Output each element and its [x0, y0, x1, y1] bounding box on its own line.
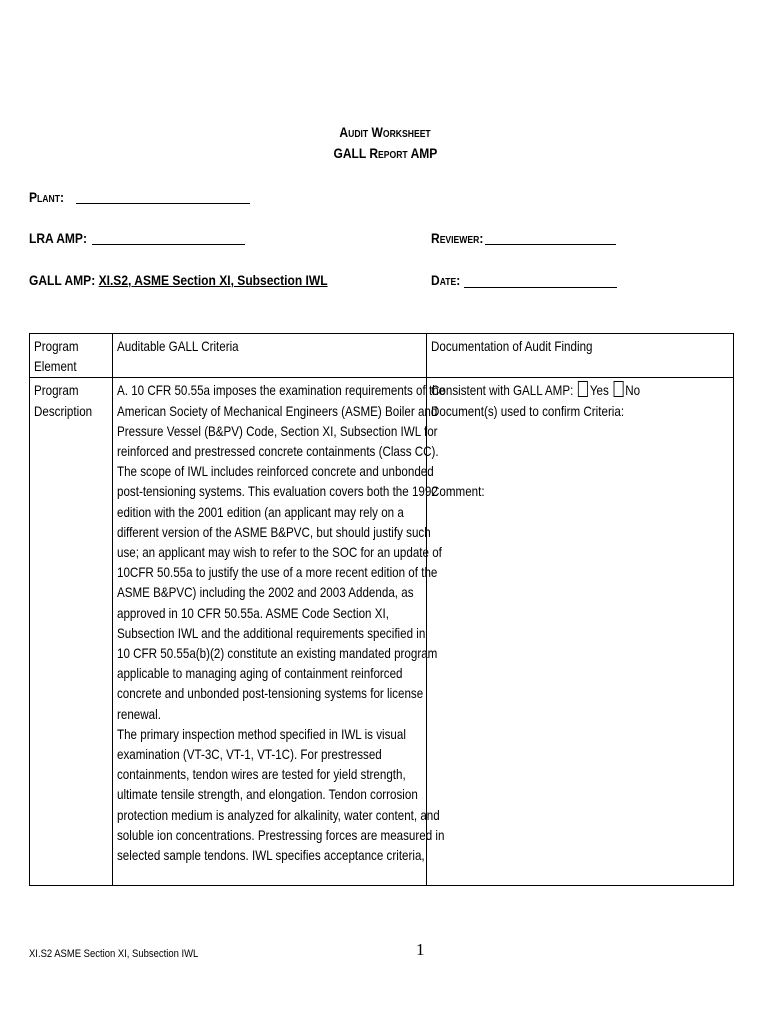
program-element-cell: Program Description — [30, 378, 113, 886]
title-line-1: Audit Worksheet — [339, 124, 431, 140]
criteria-line: edition with the 2001 edition (an applicant may rely on a — [117, 503, 404, 520]
criteria-line: reinforced and prestressed concrete containments (Class CC). — [117, 443, 439, 460]
criteria-line: examination (VT-3C, VT-1, VT-1C). For prestressed — [117, 746, 382, 763]
plant-label: Plant: — [29, 189, 64, 205]
reviewer-field[interactable] — [485, 244, 616, 245]
date-label: Date: — [431, 272, 461, 288]
audit-table — [29, 333, 734, 886]
criteria-line: concrete and unbonded post-tensioning systems for license — [117, 685, 424, 702]
comment-label: Comment: — [431, 482, 485, 499]
gall-amp-row — [29, 272, 376, 288]
date-field[interactable] — [464, 287, 617, 288]
criteria-line: renewal. — [117, 705, 161, 722]
header-documentation: Documentation of Audit Finding — [427, 334, 734, 378]
criteria-line: Subsection IWL and the additional requirements specified in — [117, 624, 426, 641]
documents-label: Document(s) used to confirm Criteria: — [431, 402, 625, 419]
header-program-element: Program Element — [30, 334, 113, 378]
criteria-line: 10CFR 50.55a to justify the use of a more recent edition of the — [117, 564, 438, 581]
worksheet-subtitle — [0, 145, 770, 161]
title-line-2: GALL Report AMP — [333, 145, 437, 161]
criteria-line: A. 10 CFR 50.55a imposes the examination requirements of the — [117, 382, 446, 399]
criteria-cell — [113, 378, 446, 886]
consistent-row — [431, 380, 729, 400]
yes-checkbox[interactable] — [578, 381, 588, 397]
lra-amp-field[interactable] — [92, 244, 245, 245]
criteria-line: The scope of IWL includes reinforced concrete and unbonded — [117, 463, 434, 480]
plant-field[interactable] — [76, 203, 250, 204]
consistent-label: Consistent with GALL AMP: — [431, 382, 574, 399]
criteria-line: The primary inspection method specified in IWL is visual — [117, 725, 406, 742]
lra-amp-label: LRA AMP: — [29, 230, 87, 246]
page-number: 1 — [416, 940, 425, 959]
criteria-line: soluble ion concentrations. Prestressing forces are measured in — [117, 826, 445, 843]
documentation-cell — [427, 378, 734, 886]
footer-text: XI.S2 ASME Section XI, Subsection IWL — [29, 948, 199, 960]
yes-label: Yes — [589, 382, 609, 399]
worksheet-title — [0, 124, 770, 140]
criteria-line: ultimate tensile strength, and elongation. Tendon corrosion — [117, 786, 418, 803]
criteria-line: 10 CFR 50.55a(b)(2) constitute an existing mandated program — [117, 645, 438, 662]
criteria-line: ASME B&PVC) including the 2002 and 2003 Addenda, as — [117, 584, 414, 601]
criteria-line: containments, tendon wires are tested for yield strength, — [117, 766, 406, 783]
no-checkbox[interactable] — [614, 381, 624, 397]
reviewer-label: Reviewer: — [431, 230, 484, 246]
header-auditable-criteria: Auditable GALL Criteria — [113, 334, 427, 378]
criteria-line: applicable to managing aging of containment reinforced — [117, 665, 403, 682]
criteria-line: selected sample tendons. IWL specifies acceptance criteria, — [117, 847, 425, 864]
table-header-row — [30, 334, 734, 378]
criteria-line: different version of the ASME B&PVC, but should justify such — [117, 523, 431, 540]
criteria-line: post-tensioning systems. This evaluation covers both the 1992 — [117, 483, 438, 500]
criteria-line: Pressure Vessel (B&PV) Code, Section XI, Subsection IWL for — [117, 422, 438, 439]
criteria-line: American Society of Mechanical Engineers (ASME) Boiler and — [117, 402, 438, 419]
criteria-line: use; an applicant may wish to refer to the SOC for an update of — [117, 544, 442, 561]
no-label: No — [625, 382, 641, 399]
gall-amp-value: XI.S2, ASME Section XI, Subsection IWL — [98, 272, 328, 288]
gall-amp-label: GALL AMP: — [29, 272, 96, 288]
criteria-line: protection medium is analyzed for alkalinity, water content, and — [117, 806, 440, 823]
criteria-line: approved in 10 CFR 50.55a. ASME Code Section XI, — [117, 604, 389, 621]
table-row — [30, 378, 734, 886]
